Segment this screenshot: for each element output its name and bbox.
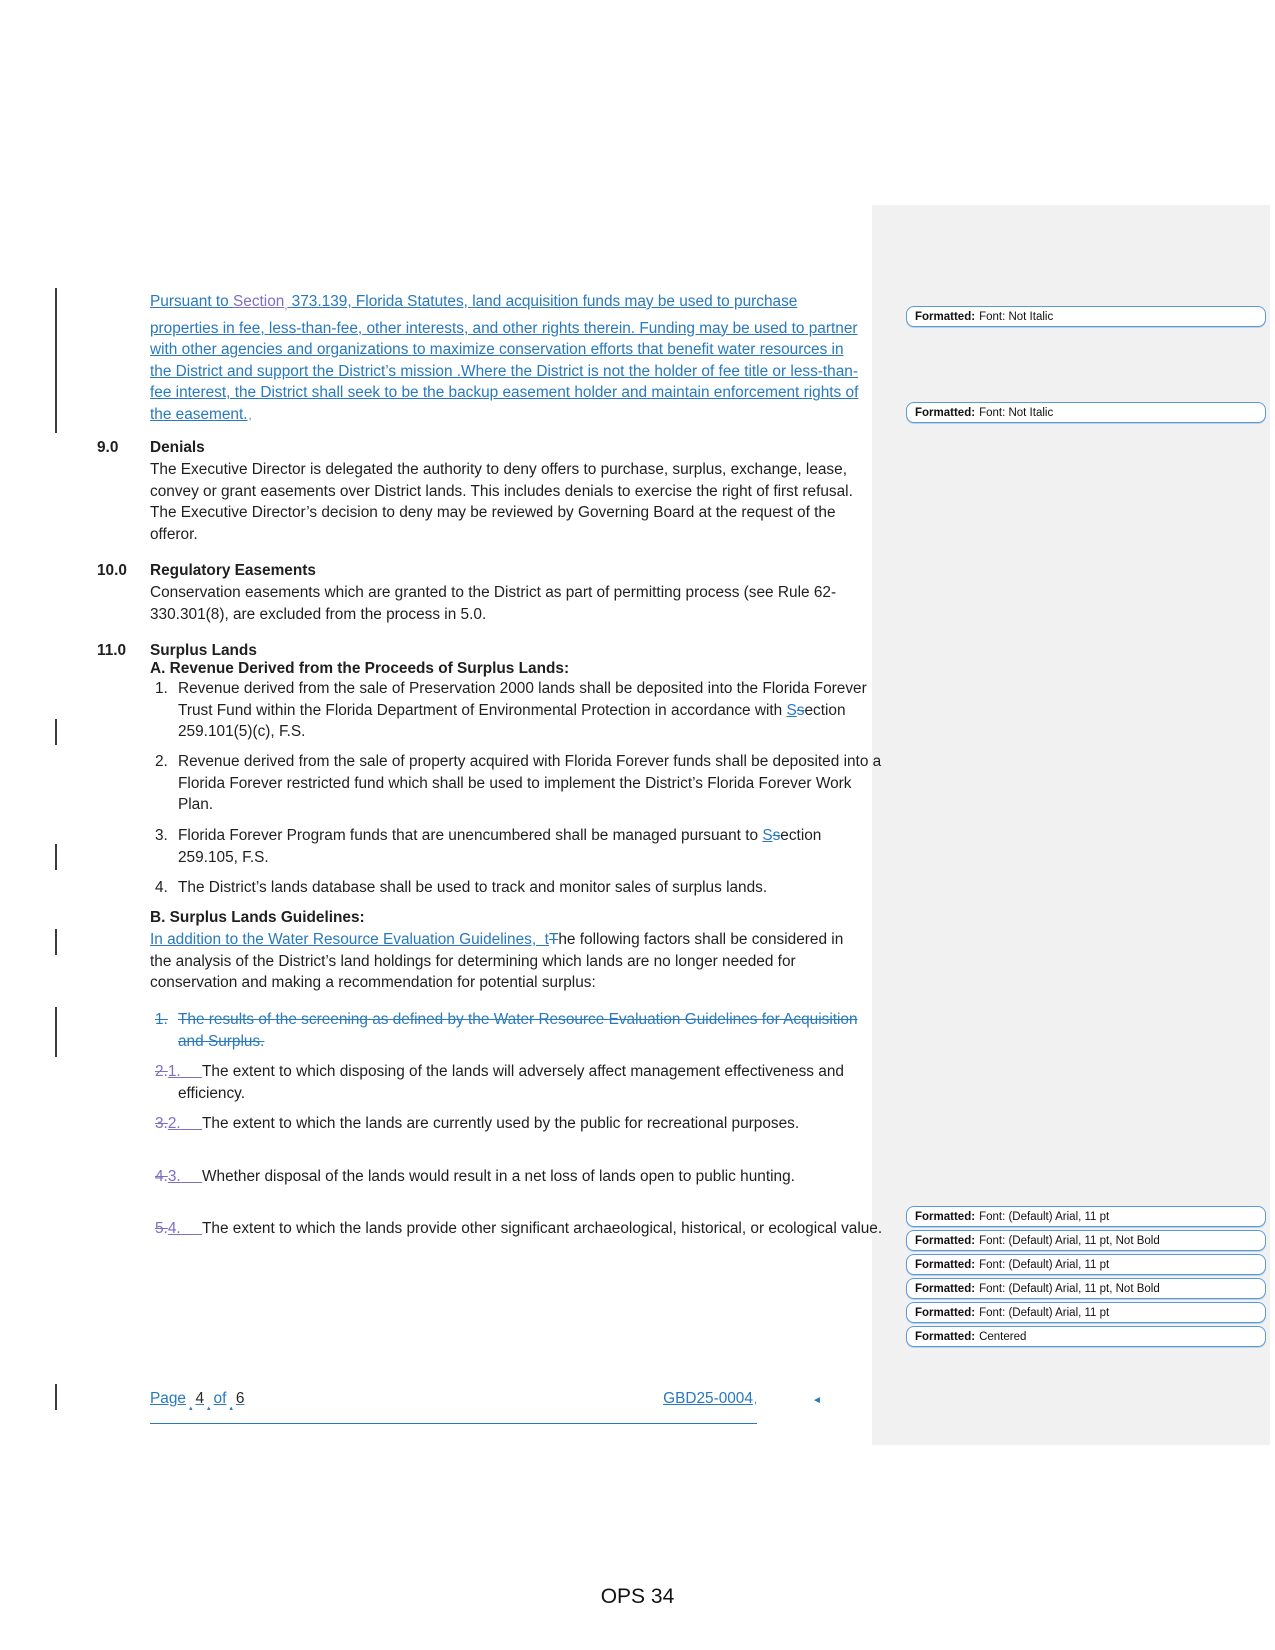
text-segment: Section (233, 293, 285, 310)
list-item (155, 1218, 885, 1240)
list-item (155, 825, 885, 868)
text-segment (181, 1168, 202, 1185)
formatted-change-callout (906, 1230, 1266, 1251)
callout-prefix: Formatted: (915, 1330, 976, 1343)
callout-value: Font: (Default) Arial, 11 pt, Not Bold (979, 1282, 1160, 1295)
text-segment: 3. (155, 1115, 168, 1132)
text-segment: T (548, 931, 559, 948)
text-segment: 1. (155, 680, 168, 697)
section-heading (97, 560, 865, 582)
list-item (155, 1166, 885, 1188)
formatted-change-callout (906, 1254, 1266, 1275)
text-segment: 2. (155, 1063, 168, 1080)
text-segment: ection 259.101(5)(c), F.S. (178, 701, 846, 741)
formatted-change-callout (906, 402, 1266, 423)
text-segment (181, 1063, 202, 1080)
text-segment: , (284, 300, 288, 312)
text-segment: Conservation easements which are granted to the District as part of permitting process (see Rule 62-330.301(8), are excluded from the process in 5.0. (150, 584, 837, 623)
text-segment: Revenue derived from the sale of property acquired with Florida Forever funds shall be deposited into a Florida Forever restricted fund which shall be used to implement the District’s Florida Forever Work Plan. (178, 753, 882, 814)
formatted-change-callout (906, 1326, 1266, 1347)
section-title: Denials (150, 439, 205, 456)
list-item (155, 678, 885, 743)
section-number: 11.0 (97, 642, 127, 659)
change-bar (55, 844, 57, 870)
footer-document-id (663, 1388, 757, 1420)
text-segment: 5. (155, 1220, 168, 1237)
text-segment: The Executive Director is delegated the authority to deny offers to purchase, surplus, exchange, lease, convey or grant easements over District lands. This includes denials to exercise the right of first refusal. The Executive Director’s decision to deny may be reviewed by Governing Board at the request of the offeror. (150, 461, 853, 543)
text-segment: The District’s lands database shall be used to track and monitor sales of surplus lands. (178, 879, 768, 896)
page-footer (150, 1388, 757, 1424)
change-bar (55, 1384, 57, 1410)
text-segment: 4. (155, 879, 168, 896)
list-item (155, 1113, 885, 1135)
list-item (155, 1009, 885, 1052)
paragraph (150, 582, 865, 625)
section-number: 10.0 (97, 562, 127, 579)
text-segment: GBD25-0004 (663, 1390, 753, 1407)
text-segment: of (213, 1390, 227, 1407)
callout-value: Font: (Default) Arial, 11 pt (979, 1306, 1110, 1319)
text-segment: 1. (155, 1011, 168, 1028)
list-marker (155, 825, 168, 847)
change-bar (55, 719, 57, 745)
callout-prefix: Formatted: (915, 1306, 976, 1319)
list-marker (155, 1166, 202, 1188)
text-segment: 1. (167, 1063, 181, 1080)
text-segment: S (786, 701, 797, 719)
text-segment: S (762, 827, 773, 844)
callout-value: Font: Not Italic (979, 406, 1054, 419)
text-segment: Pursuant to (150, 293, 233, 310)
formatted-change-callout (906, 1278, 1266, 1299)
change-bar (55, 1007, 57, 1057)
text-segment: 2. (167, 1115, 181, 1132)
text-segment: The results of the screening as defined by the Water Resource Evaluation Guidelines for Acquisition and Surplus. (178, 1011, 858, 1050)
subsection-heading: B. Surplus Lands Guidelines: (150, 909, 365, 926)
page-stamp: OPS 34 (600, 1585, 675, 1608)
text-segment: , (248, 409, 252, 422)
text-segment: 4. (167, 1220, 181, 1237)
text-segment: he following factors shall be considered in the analysis of the District’s land holdings for determining which lands are no longer needed for conservation and making a recommendation for potential surplus: (150, 931, 844, 992)
list-item (155, 877, 885, 899)
list-item (155, 751, 885, 816)
text-segment: 6 (235, 1390, 245, 1407)
text-segment: Revenue derived from the sale of Preservation 2000 lands shall be deposited into the Florida Forever Trust Fund within the Florida Department of Environmental Protection in accordance with (178, 680, 867, 719)
revision-anchor-icon: ◄ (812, 1395, 822, 1406)
list-marker (155, 1113, 202, 1135)
callout-prefix: Formatted: (915, 1282, 976, 1295)
section-number: 9.0 (97, 439, 119, 456)
text-segment: In addition to the Water Resource Evaluation Guidelines, t (150, 931, 549, 948)
text-segment: 3. (167, 1168, 181, 1185)
text-segment: Florida Forever Program funds that are unencumbered shall be managed pursuant to (178, 827, 763, 844)
text-segment: ▴ (188, 1405, 193, 1412)
text-segment (181, 1220, 202, 1237)
callout-value: Font: (Default) Arial, 11 pt (979, 1258, 1110, 1271)
section-title: Regulatory Easements (150, 562, 316, 579)
list-item (155, 1061, 885, 1104)
change-bar (55, 929, 57, 955)
section-heading (97, 437, 865, 459)
paragraph (150, 459, 865, 545)
formatted-change-callout (906, 1206, 1266, 1227)
callout-value: Font: (Default) Arial, 11 pt (979, 1210, 1110, 1223)
callout-prefix: Formatted: (915, 1258, 976, 1271)
subsection-heading: A. Revenue Derived from the Proceeds of Surplus Lands: (150, 660, 570, 677)
section-title: Surplus Lands (150, 642, 257, 659)
paragraph (150, 929, 865, 994)
list-marker (155, 1218, 202, 1240)
footer-page-number (150, 1388, 244, 1420)
text-segment: The extent to which the lands provide other significant archaeological, historical, or ecological value. (202, 1220, 883, 1237)
callout-prefix: Formatted: (915, 1234, 976, 1247)
text-segment: The extent to which the lands are currently used by the public for recreational purposes. (202, 1115, 800, 1132)
change-bar (55, 288, 57, 433)
text-segment: The extent to which disposing of the lands will adversely affect management effectiveness and efficiency. (178, 1063, 844, 1102)
text-segment: s (796, 701, 805, 719)
callout-prefix: Formatted: (915, 310, 976, 323)
callout-prefix: Formatted: (915, 1210, 976, 1223)
callout-value: Font: Not Italic (979, 310, 1054, 323)
callout-value: Font: (Default) Arial, 11 pt, Not Bold (979, 1234, 1160, 1247)
text-segment: , (753, 1394, 757, 1406)
list-marker (155, 877, 168, 899)
list-marker (155, 678, 168, 700)
text-segment: 3. (155, 827, 168, 844)
text-segment: 2. (155, 753, 168, 770)
text-segment (181, 1115, 202, 1132)
list-marker (155, 1061, 202, 1083)
text-segment: 4. (155, 1168, 168, 1185)
text-segment: ection 259.105, F.S. (178, 827, 822, 866)
text-segment: Page (150, 1390, 186, 1407)
text-segment: Whether disposal of the lands would result in a net loss of lands open to public hunting. (202, 1168, 795, 1185)
formatted-change-callout (906, 1302, 1266, 1323)
list-marker (155, 1009, 168, 1031)
text-segment: 373.139, Florida Statutes, land acquisition funds may be used to purchase properties in fee, less-than-fee, other interests, and other rights therein. Funding may be used to partner with other agencies and organizations to maximize conservation efforts that benefit water resources in the District and support the District’s mission .Where the District is not the holder of fee title or less-than-fee interest, the District shall seek to be the backup easement holder and maintain enforcement rights of the easement. (150, 293, 859, 423)
paragraph (150, 291, 865, 428)
callout-prefix: Formatted: (915, 406, 976, 419)
text-segment: ▴ (229, 1405, 233, 1412)
text-segment: s (772, 827, 781, 844)
formatted-change-callout (906, 306, 1266, 327)
list-marker (155, 751, 168, 773)
text-segment: ▴ (207, 1405, 211, 1412)
callout-value: Centered (979, 1330, 1027, 1343)
text-segment: 4 (195, 1390, 205, 1407)
